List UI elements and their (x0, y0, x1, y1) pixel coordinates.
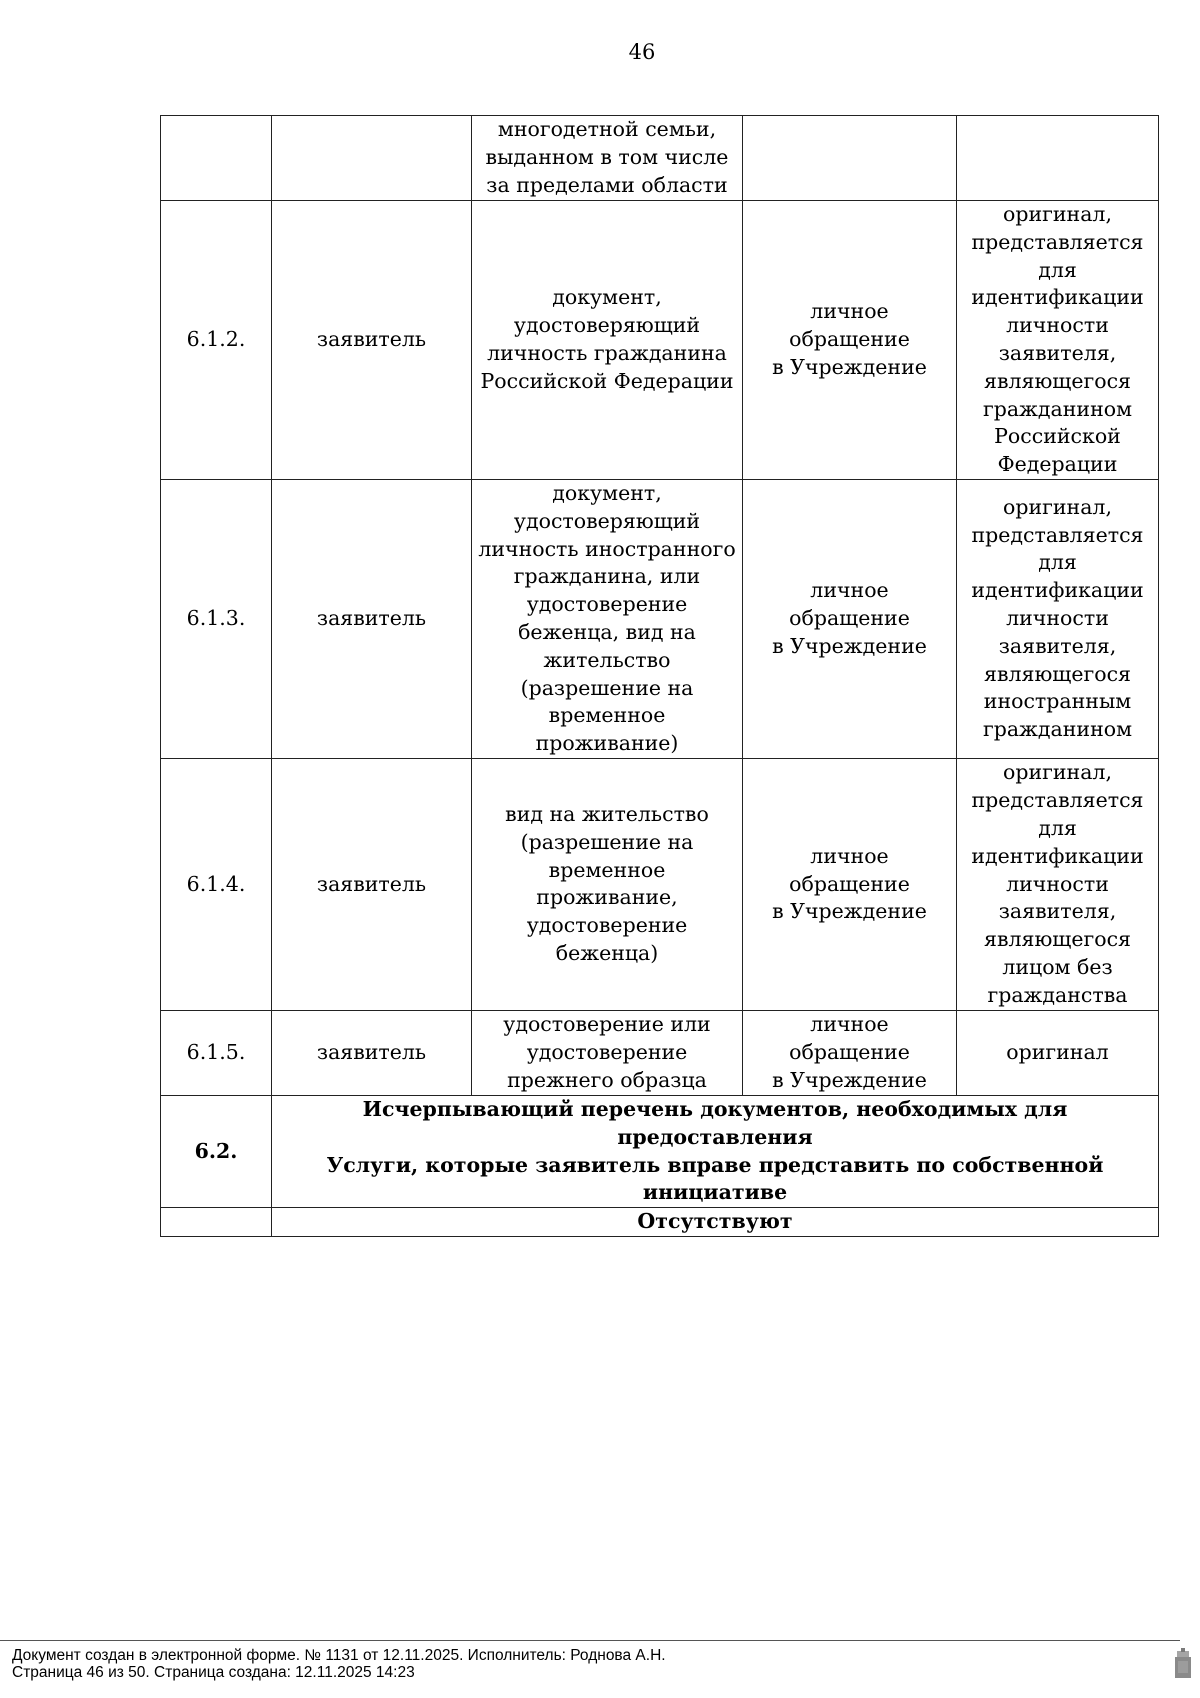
row-method: личное обращение в Учреждение (743, 480, 957, 759)
row-method: личное обращение в Учреждение (743, 758, 957, 1010)
table-row (161, 116, 1159, 201)
empty-cell (161, 1208, 272, 1237)
section-title-line-1: Исчерпывающий перечень документов, необходимых для предоставления (362, 1096, 1068, 1149)
emblem-icon (1172, 1648, 1194, 1680)
footer-divider (0, 1640, 1180, 1641)
row-form: оригинал, представляется для идентификации личности заявителя, являющегося иностранным гражданином (957, 480, 1159, 759)
row-subject: заявитель (272, 480, 472, 759)
documents-table (160, 115, 1159, 1237)
row-document: вид на жительство (разрешение на временное проживание, удостоверение беженца) (472, 758, 743, 1010)
section-number: 6.2. (161, 1095, 272, 1207)
row-document: документ, удостоверяющий личность гражданина Российской Федерации (472, 201, 743, 480)
row-number: 6.1.2. (161, 201, 272, 480)
section-absent-row (161, 1208, 1159, 1237)
table-row (161, 758, 1159, 1010)
footer-line-2: Страница 46 из 50. Страница создана: 12.11.2025 14:23 (12, 1664, 415, 1681)
footer-line-1: Документ создан в электронной форме. № 1131 от 12.11.2025. Исполнитель: Роднова А.Н. (12, 1647, 666, 1664)
table-row (161, 1010, 1159, 1095)
absent-label: Отсутствуют (272, 1208, 1159, 1237)
section-header-row (161, 1095, 1159, 1207)
row-document: документ, удостоверяющий личность иностранного гражданина, или удостоверение беженца, вид на жительство (разрешение на временное проживание) (472, 480, 743, 759)
section-title (272, 1095, 1159, 1207)
table-row (161, 201, 1159, 480)
row-form: оригинал (957, 1010, 1159, 1095)
page-number: 46 (628, 40, 656, 64)
section-title-line-2: Услуги, которые заявитель вправе представить по собственной инициативе (326, 1152, 1104, 1205)
row-number: 6.1.5. (161, 1010, 272, 1095)
row-document: многодетной семьи, выданном в том числе за пределами области (472, 116, 743, 201)
row-method (743, 116, 957, 201)
row-subject: заявитель (272, 1010, 472, 1095)
row-subject: заявитель (272, 758, 472, 1010)
row-method: личное обращение в Учреждение (743, 201, 957, 480)
row-form: оригинал, представляется для идентификации личности заявителя, являющегося гражданином Российской Федерации (957, 201, 1159, 480)
row-number: 6.1.4. (161, 758, 272, 1010)
row-form (957, 116, 1159, 201)
footer (12, 1647, 666, 1681)
row-number: 6.1.3. (161, 480, 272, 759)
row-document: удостоверение или удостоверение прежнего образца (472, 1010, 743, 1095)
documents-table-body (161, 116, 1159, 1237)
row-number (161, 116, 272, 201)
table-row (161, 480, 1159, 759)
row-method: личное обращение в Учреждение (743, 1010, 957, 1095)
row-subject: заявитель (272, 201, 472, 480)
row-form: оригинал, представляется для идентификации личности заявителя, являющегося лицом без гражданства (957, 758, 1159, 1010)
row-subject (272, 116, 472, 201)
